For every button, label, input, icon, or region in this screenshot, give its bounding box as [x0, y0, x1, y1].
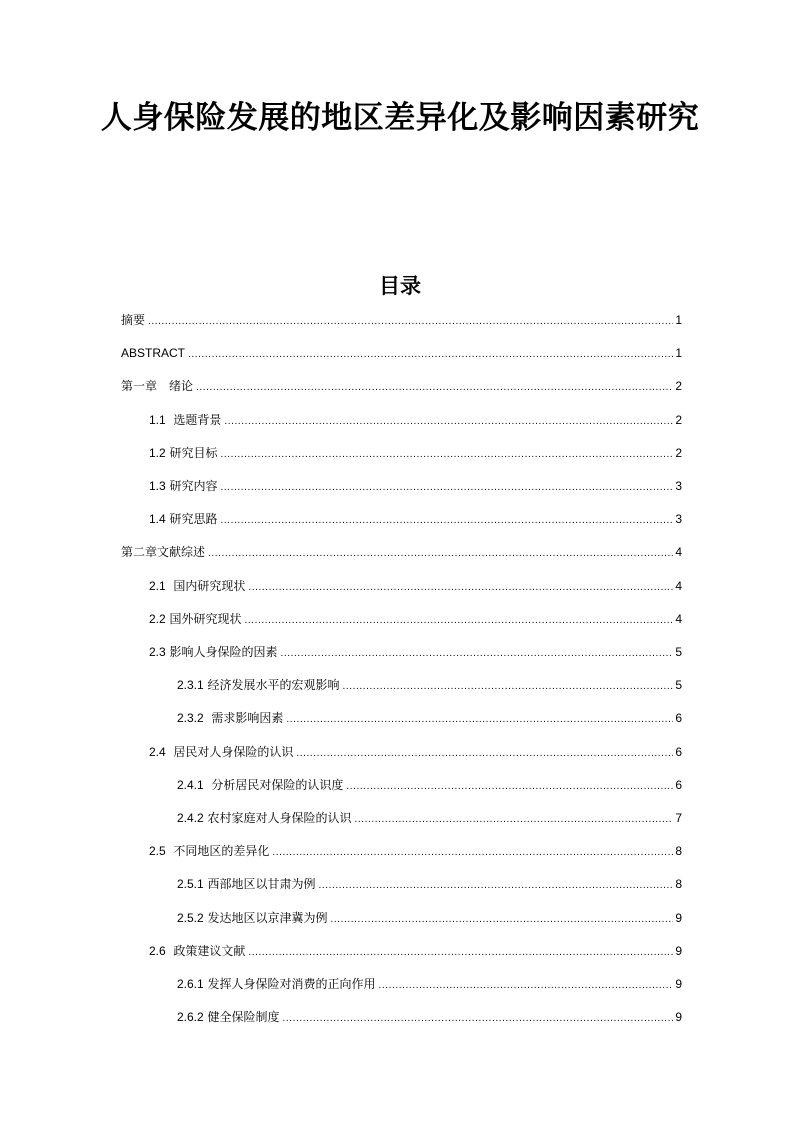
toc-entry-number: 2.4.1	[177, 777, 204, 792]
toc-entry-text: 居民对人身保险的认识	[165, 744, 294, 759]
toc-page-number: 5	[675, 645, 682, 659]
toc-entry[interactable]	[121, 308, 682, 332]
toc-page-number: 9	[675, 1010, 682, 1025]
toc-page-number: 6	[675, 711, 682, 726]
toc-entry-text: 不同地区的差异化	[165, 844, 270, 859]
toc-entry-number: 2.6	[149, 943, 166, 958]
toc-entry[interactable]	[149, 607, 682, 631]
toc-entry-text: 健全保险制度	[203, 1010, 280, 1025]
toc-entry-number: 2.5	[149, 844, 166, 859]
toc-entry-number: 2.4	[149, 744, 166, 759]
toc-dot-leader	[319, 874, 674, 898]
toc-dot-leader	[343, 675, 674, 699]
toc-entry-text: 经济发展水平的宏观影响	[203, 678, 340, 693]
toc-page-number: 2	[675, 412, 682, 427]
toc-entry-text: 国内研究现状	[165, 578, 246, 593]
toc-entry[interactable]	[177, 906, 682, 930]
toc-page-number: 8	[675, 877, 682, 892]
toc-entry-text: 第二章文献综述	[121, 545, 206, 560]
toc-page-number: 9	[675, 977, 682, 991]
toc-entry[interactable]	[149, 839, 682, 863]
toc-entry-number: 2.3	[149, 645, 166, 659]
toc-entry-number: 2.3.1	[177, 678, 204, 693]
toc-dot-leader	[221, 476, 674, 500]
toc-entry[interactable]	[177, 673, 682, 697]
toc-dot-leader	[296, 742, 673, 766]
toc-page-number: 6	[675, 744, 682, 759]
toc-page-number: 2	[675, 379, 682, 394]
toc-dot-leader	[331, 908, 674, 932]
toc-entry[interactable]	[149, 441, 682, 465]
toc-entry-text: 政策建议文献	[165, 943, 246, 958]
toc-page-number: 4	[675, 611, 682, 626]
toc-entry[interactable]	[149, 408, 682, 432]
toc-entry-text: 需求影响因素	[203, 711, 284, 726]
toc-page-number: 9	[675, 943, 682, 958]
toc-entry-text: 研究思路	[165, 512, 218, 527]
toc-dot-leader	[196, 376, 673, 400]
toc-entry[interactable]	[177, 1005, 682, 1029]
toc-dot-leader	[208, 542, 673, 566]
toc-entry-number: 2.1	[149, 578, 166, 593]
toc-dot-leader	[286, 708, 673, 732]
toc-entry-text: 摘要	[121, 313, 146, 327]
toc-entry-text: 西部地区以甘肃为例	[203, 877, 316, 892]
toc-entry-text: 农村家庭对人身保险的认识	[203, 811, 352, 825]
toc-page-number: 3	[675, 479, 682, 493]
toc-dot-leader	[221, 443, 674, 467]
toc-entry[interactable]	[121, 374, 682, 398]
toc-entry-number: 2.5.1	[177, 877, 204, 892]
toc-entry-number: 2.6.2	[177, 1010, 204, 1025]
toc-entry-number: 2.4.2	[177, 811, 204, 825]
toc-entry[interactable]	[177, 806, 682, 830]
toc-entry[interactable]	[177, 872, 682, 896]
toc-entry-text: 研究内容	[165, 479, 218, 493]
toc-dot-leader	[188, 343, 673, 367]
toc-page-number: 5	[675, 678, 682, 693]
toc-entry-number: 2.3.2	[177, 711, 204, 726]
toc-entry[interactable]	[149, 939, 682, 963]
toc-entry[interactable]	[121, 540, 682, 564]
toc-entry[interactable]	[177, 972, 682, 996]
toc-entry-number: 2.5.2	[177, 910, 204, 925]
toc-dot-leader	[245, 609, 674, 633]
toc-dot-leader	[248, 941, 673, 965]
toc-page-number: 3	[675, 512, 682, 527]
toc-entry-text: 第一章 绪论	[121, 379, 194, 394]
toc-dot-leader	[148, 310, 673, 334]
toc-entry[interactable]	[177, 773, 682, 797]
toc-dot-leader	[283, 1007, 674, 1031]
toc-heading: 目录	[379, 274, 421, 298]
toc-dot-leader	[248, 576, 673, 600]
toc-dot-leader	[281, 642, 674, 666]
toc-dot-leader	[355, 808, 674, 832]
toc-dot-leader	[224, 410, 673, 434]
toc-page-number: 4	[675, 578, 682, 593]
toc-entry-text: 国外研究现状	[165, 611, 242, 626]
toc-entry-number: 2.2	[149, 611, 166, 626]
toc-dot-leader	[379, 974, 674, 998]
toc-entry-text: 影响人身保险的因素	[165, 645, 278, 659]
toc-entry-number: 1.4	[149, 512, 166, 527]
toc-entry[interactable]	[121, 341, 682, 365]
document-title: 人身保险发展的地区差异化及影响因素研究	[100, 100, 700, 136]
toc-entry-text: 发达地区以京津冀为例	[203, 910, 328, 925]
toc-page-number: 6	[675, 777, 682, 792]
toc-entry-number: 1.3	[149, 479, 166, 493]
toc-dot-leader	[346, 775, 673, 799]
toc-entry-text: 研究目标	[165, 445, 218, 460]
toc-page-number: 7	[675, 811, 682, 825]
toc-entry[interactable]	[149, 474, 682, 498]
toc-entry-text: 发挥人身保险对消费的正向作用	[203, 977, 376, 991]
toc-page-number: 4	[675, 545, 682, 560]
toc-entry-number: ABSTRACT	[121, 346, 186, 361]
toc-entry[interactable]	[149, 507, 682, 531]
toc-page-number: 1	[675, 346, 682, 361]
toc-entry-text: 选题背景	[165, 412, 222, 427]
toc-page-number: 1	[675, 313, 682, 327]
toc-entry[interactable]	[149, 740, 682, 764]
toc-dot-leader	[221, 509, 674, 533]
toc-entry[interactable]	[177, 706, 682, 730]
toc-page-number: 8	[675, 844, 682, 859]
toc-page-number: 9	[675, 910, 682, 925]
toc-entry-number: 2.6.1	[177, 977, 204, 991]
toc-entry-text: 分析居民对保险的认识度	[203, 777, 344, 792]
toc-entry[interactable]	[149, 574, 682, 598]
toc-entry[interactable]	[149, 640, 682, 664]
toc-page-number: 2	[675, 445, 682, 460]
toc-entry-number: 1.1	[149, 412, 166, 427]
toc-entry-number: 1.2	[149, 445, 166, 460]
toc-dot-leader	[272, 841, 673, 865]
